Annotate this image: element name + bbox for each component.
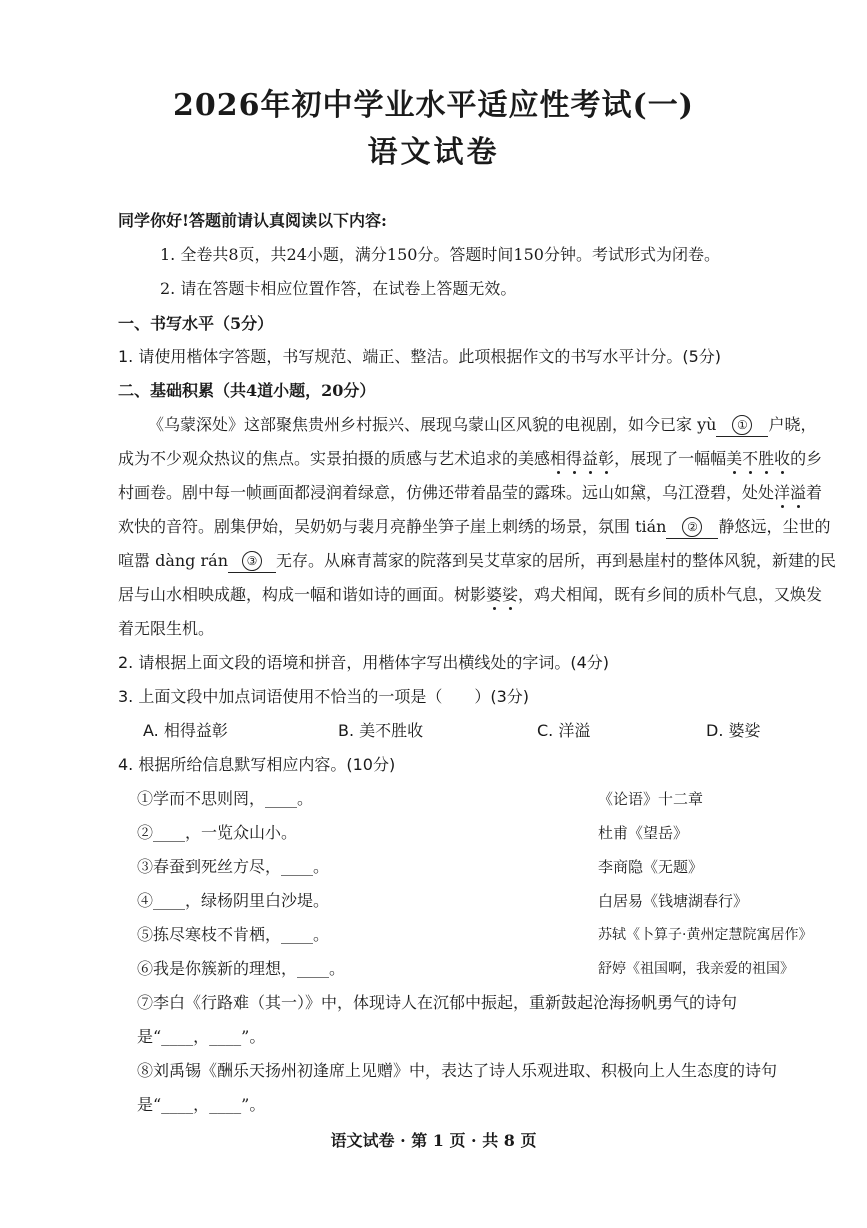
exam-title: 2026年初中学业水平适应性考试(一)	[173, 88, 694, 123]
blank-marker-3: ③	[242, 551, 262, 571]
recite-item-8-line-1: ⑧刘禹锡《酬乐天扬州初逢席上见赠》中，表达了诗人乐观进取、积极向上人生态度的诗句	[137, 1061, 778, 1080]
emphasis-char: 不	[742, 449, 759, 468]
recite-item-7-line-2: 是“____，____”。	[137, 1027, 266, 1046]
dotted-word-4	[486, 585, 518, 604]
blank-marker-1: ①	[732, 415, 752, 435]
question-1: 1. 请使用楷体字答题，书写规范、端正、整洁。此项根据作文的书写水平计分。(5分)	[118, 347, 722, 366]
passage-line-2: 成为不少观众热议的焦点。实景拍摄的质感与艺术追求的美感相得益彰，展现了一幅幅美不胜收的乡	[118, 449, 823, 468]
dotted-word-2	[726, 449, 790, 468]
emphasis-char: 洋	[774, 483, 791, 502]
recite-item-2: ②____，一览众山小。	[137, 823, 298, 842]
notice-heading: 同学你好!答题前请认真阅读以下内容:	[118, 211, 387, 230]
emphasis-char: 美	[726, 449, 743, 468]
emphasis-char: 收	[774, 449, 791, 468]
notice-item-1: 1. 全卷共8页，共24小题，满分150分。答题时间150分钟。考试形式为闭卷。	[160, 245, 720, 264]
recite-item-5: ⑤拣尽寒枝不肯栖，____。	[137, 925, 330, 944]
page-footer: 语文试卷 · 第 1 页 · 共 8 页	[330, 1131, 537, 1150]
emphasis-char: 胜	[758, 449, 775, 468]
emphasis-char: 娑	[502, 585, 519, 604]
recite-item-8-line-2: 是“____，____”。	[137, 1095, 266, 1114]
recite-source-6: 舒婷《祖国啊，我亲爱的祖国》	[598, 961, 794, 977]
option-b: B. 美不胜收	[338, 721, 424, 740]
recite-item-1: ①学而不思则罔，____。	[137, 789, 314, 808]
recite-item-7-line-1: ⑦李白《行路难（其一）》中，体现诗人在沉郁中振起，重新鼓起沧海扬帆勇气的诗句	[137, 993, 738, 1012]
emphasis-char: 溢	[790, 483, 807, 502]
passage-line-7: 着无限生机。	[118, 619, 215, 638]
emphasis-char: 得	[566, 449, 583, 468]
passage-line-1: 《乌蒙深处》这部聚焦贵州乡村振兴、展现乌蒙山区风貌的电视剧，如今已家 yù ① 户晓，	[148, 414, 816, 437]
exam-subtitle: 语文试卷	[367, 135, 500, 170]
blank-3	[228, 550, 276, 573]
option-d: D. 婆娑	[706, 721, 761, 740]
question-3: 3. 上面文段中加点词语使用不恰当的一项是（ ）(3分)	[118, 687, 530, 706]
dotted-word-3	[774, 483, 806, 502]
blank-2	[666, 516, 718, 539]
recite-item-4: ④____，绿杨阴里白沙堤。	[137, 891, 330, 910]
emphasis-char: 益	[582, 449, 599, 468]
emphasis-char: 彰	[598, 449, 615, 468]
question-2: 2. 请根据上面文段的语境和拼音，用楷体字写出横线处的字词。(4分)	[118, 653, 610, 672]
section-1-heading: 一、书写水平（5分）	[118, 314, 274, 333]
notice-item-2: 2. 请在答题卡相应位置作答，在试卷上答题无效。	[160, 279, 517, 298]
question-4: 4. 根据所给信息默写相应内容。(10分)	[118, 755, 396, 774]
dotted-word-1	[550, 449, 614, 468]
blank-1	[716, 414, 768, 437]
passage-line-5: 喧嚣 dàng rán ③ 无存。从麻青蒿家的院落到吴艾草家的居所，再到悬崖村的整体风貌，新建的民	[118, 550, 836, 573]
emphasis-char: 相	[550, 449, 567, 468]
recite-source-3: 李商隐《无题》	[598, 858, 704, 876]
option-c: C. 洋溢	[537, 721, 591, 740]
recite-source-2: 杜甫《望岳》	[598, 824, 689, 842]
passage-line-6: 居与山水相映成趣，构成一幅和谐如诗的画面。树影婆娑，鸡犬相闻，既有乡间的质朴气息，又焕发	[118, 585, 823, 604]
recite-source-1: 《论语》十二章	[598, 790, 704, 808]
section-2-heading: 二、基础积累（共4道小题，20分）	[118, 381, 376, 400]
recite-source-4: 白居易《钱塘湖春行》	[598, 892, 749, 910]
recite-item-3: ③春蚕到死丝方尽，____。	[137, 857, 330, 876]
option-a: A. 相得益彰	[143, 721, 228, 740]
emphasis-char: 婆	[486, 585, 503, 604]
recite-item-6: ⑥我是你簇新的理想，____。	[137, 959, 346, 978]
blank-marker-2: ②	[682, 517, 702, 537]
recite-source-5: 苏轼《卜算子·黄州定慧院寓居作》	[598, 927, 813, 943]
passage-line-3: 村画卷。剧中每一帧画面都浸润着绿意，仿佛还带着晶莹的露珠。远山如黛，乌江澄碧，处处洋溢着	[118, 483, 823, 502]
passage-line-4: 欢快的音符。剧集伊始，吴奶奶与裴月亮静坐笋子崖上刺绣的场景，氛围 tián ② 静悠远，尘世的	[118, 516, 831, 539]
